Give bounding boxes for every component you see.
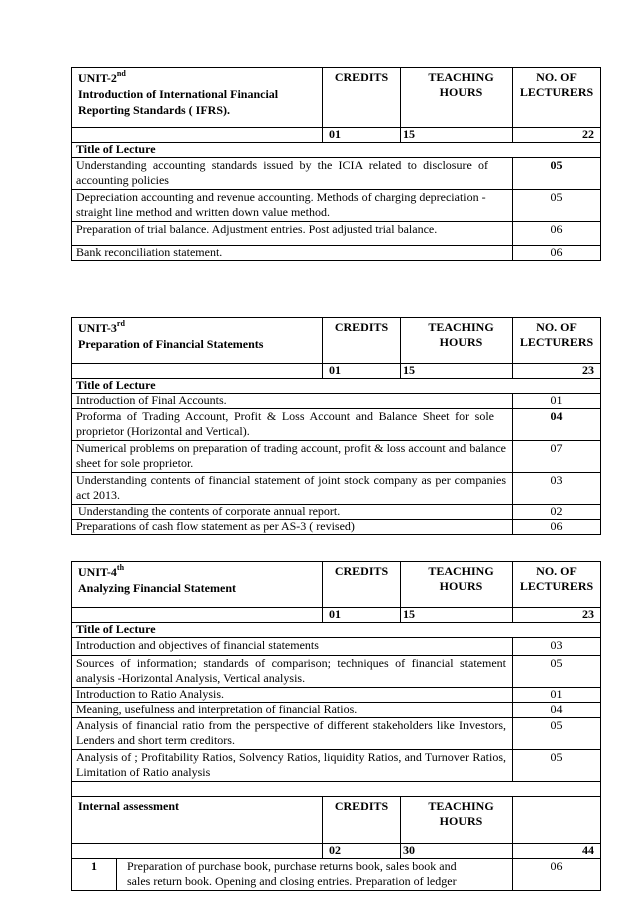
table-row: Understanding contents of financial statement of joint stock company as per companies act 2013. 03 [71, 473, 601, 505]
table-row: Introduction and objectives of financial statements 03 [71, 638, 601, 656]
spacer-row [71, 782, 601, 797]
unit4-table [71, 561, 601, 891]
table-row: Preparations of cash flow statement as per AS-3 ( revised) 06 [71, 520, 601, 535]
unit4-totals-row: 01 15 23 [71, 608, 601, 623]
unit4-header-row [71, 561, 601, 608]
table-row: Analysis of ; Profitability Ratios, Solvency Ratios, liquidity Ratios, and Turnover Ratios, Limitation of Ratio analysis 05 [71, 750, 601, 782]
table-row: Preparation of trial balance. Adjustment entries. Post adjusted trial balance. 06 [71, 222, 601, 246]
lecturers-header: NO. OF LECTURERS [512, 318, 600, 363]
teaching-header: TEACHING HOURS [400, 318, 512, 363]
table-row: Proforma of Trading Account, Profit & Loss Account and Balance Sheet for sole proprietor (Horizontal and Vertical). 04 [71, 409, 601, 441]
credits-header: CREDITS [322, 797, 400, 843]
unit2-header-row [71, 67, 601, 128]
table-row: Analysis of financial ratio from the perspective of different stakeholders like Investors, Lenders and short term creditors. 05 [71, 718, 601, 750]
unit2-title-cell: UNIT-2nd Introduction of International Financial Reporting Standards ( IFRS). [78, 69, 279, 117]
unit3-header-row [71, 317, 601, 364]
internal-header-row: Internal assessment CREDITS TEACHING HOURS [71, 797, 601, 844]
credits-header: CREDITS [322, 318, 400, 363]
unit2-totals-row: 01 15 22 [71, 128, 601, 143]
table-row: Understanding accounting standards issued by the ICIA related to disclosure of accounting policies 05 [71, 158, 601, 190]
credits-header: CREDITS [322, 562, 400, 607]
table-row: Sources of information; standards of comparison; techniques of financial statement analysis -Horizontal Analysis, Vertical analysis. 05 [71, 656, 601, 688]
teaching-header: TEACHING HOURS [400, 68, 512, 127]
table-row: Numerical problems on preparation of trading account, profit & loss account and balance sheet for sole proprietor. 07 [71, 441, 601, 473]
unit3-title-of-lecture: Title of Lecture [71, 379, 601, 394]
teaching-header: TEACHING HOURS [400, 797, 512, 843]
credits-header: CREDITS [322, 68, 400, 127]
unit3-title-cell: UNIT-3rd Preparation of Financial Statements [78, 319, 264, 351]
unit3-table [71, 317, 601, 535]
unit3-totals-row: 01 15 23 [71, 364, 601, 379]
table-row: Introduction of Final Accounts. 01 [71, 394, 601, 409]
teaching-header: TEACHING HOURS [400, 562, 512, 607]
table-row: Introduction to Ratio Analysis. 01 [71, 688, 601, 703]
table-row: Meaning, usefulness and interpretation of financial Ratios. 04 [71, 703, 601, 718]
unit2-title-of-lecture: Title of Lecture [71, 143, 601, 158]
unit4-title-of-lecture: Title of Lecture [71, 623, 601, 638]
table-row: Depreciation accounting and revenue accounting. Methods of charging depreciation - straight line method and written down value method. 05 [71, 190, 601, 222]
table-row: Understanding the contents of corporate annual report. 02 [71, 505, 601, 520]
internal-totals-row: 02 30 44 [71, 844, 601, 859]
table-row: Bank reconciliation statement. 06 [71, 246, 601, 261]
lecturers-header: NO. OF LECTURERS [512, 68, 600, 127]
lecturers-header: NO. OF LECTURERS [512, 562, 600, 607]
unit2-table [71, 67, 601, 261]
table-row: 1 Preparation of purchase book, purchase returns book, sales book and sales return book. Opening and closing entries. Preparation of ledger 06 [71, 859, 601, 891]
unit4-title-cell: UNIT-4th Analyzing Financial Statement [78, 563, 236, 595]
